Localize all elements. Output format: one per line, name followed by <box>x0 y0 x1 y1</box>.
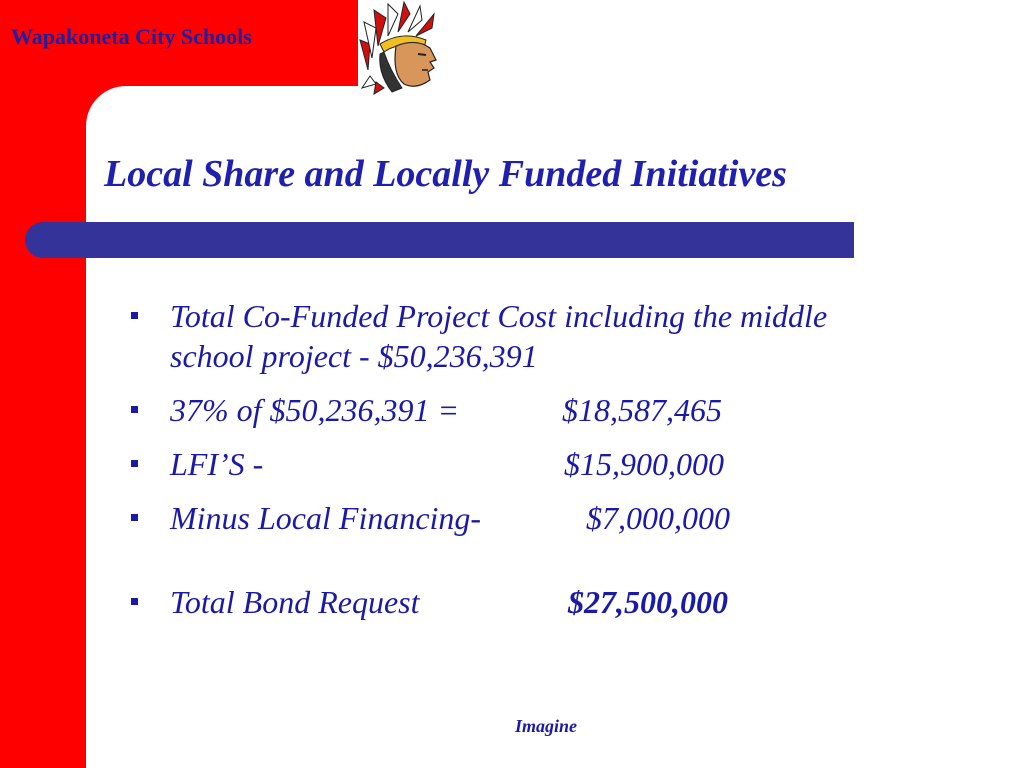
bullet-value: $18,587,465 <box>562 392 722 428</box>
bullet-square-icon <box>131 406 138 413</box>
school-name: Wapakoneta City Schools <box>11 24 252 49</box>
list-item <box>128 296 890 376</box>
bullet-square-icon <box>131 514 138 521</box>
bullet-label: Total Bond Request <box>170 584 420 620</box>
list-item <box>128 444 928 484</box>
title-underline-bar <box>25 222 854 258</box>
bullet-value: $27,500,000 <box>568 584 728 620</box>
top-white-area <box>358 0 1024 86</box>
bullet-value: $15,900,000 <box>564 446 724 482</box>
chief-headdress-logo-icon <box>356 0 456 96</box>
bullet-square-icon <box>131 598 138 605</box>
bullet-label: Total Co-Funded Project Cost including the middle school project - $50,236,391 <box>170 298 828 374</box>
bullet-label: LFI’S - <box>170 446 264 482</box>
footer-text: Imagine <box>515 716 578 736</box>
bullet-list <box>128 296 928 636</box>
bullet-square-icon <box>131 460 138 467</box>
list-item <box>128 498 928 538</box>
list-item <box>128 582 928 622</box>
bullet-value: $7,000,000 <box>586 500 730 536</box>
list-item <box>128 390 928 430</box>
bullet-label: Minus Local Financing- <box>170 500 482 536</box>
slide-title: Local Share and Locally Funded Initiatives <box>104 153 787 195</box>
bullet-square-icon <box>131 312 138 319</box>
bullet-label: 37% of $50,236,391 = <box>170 392 460 428</box>
